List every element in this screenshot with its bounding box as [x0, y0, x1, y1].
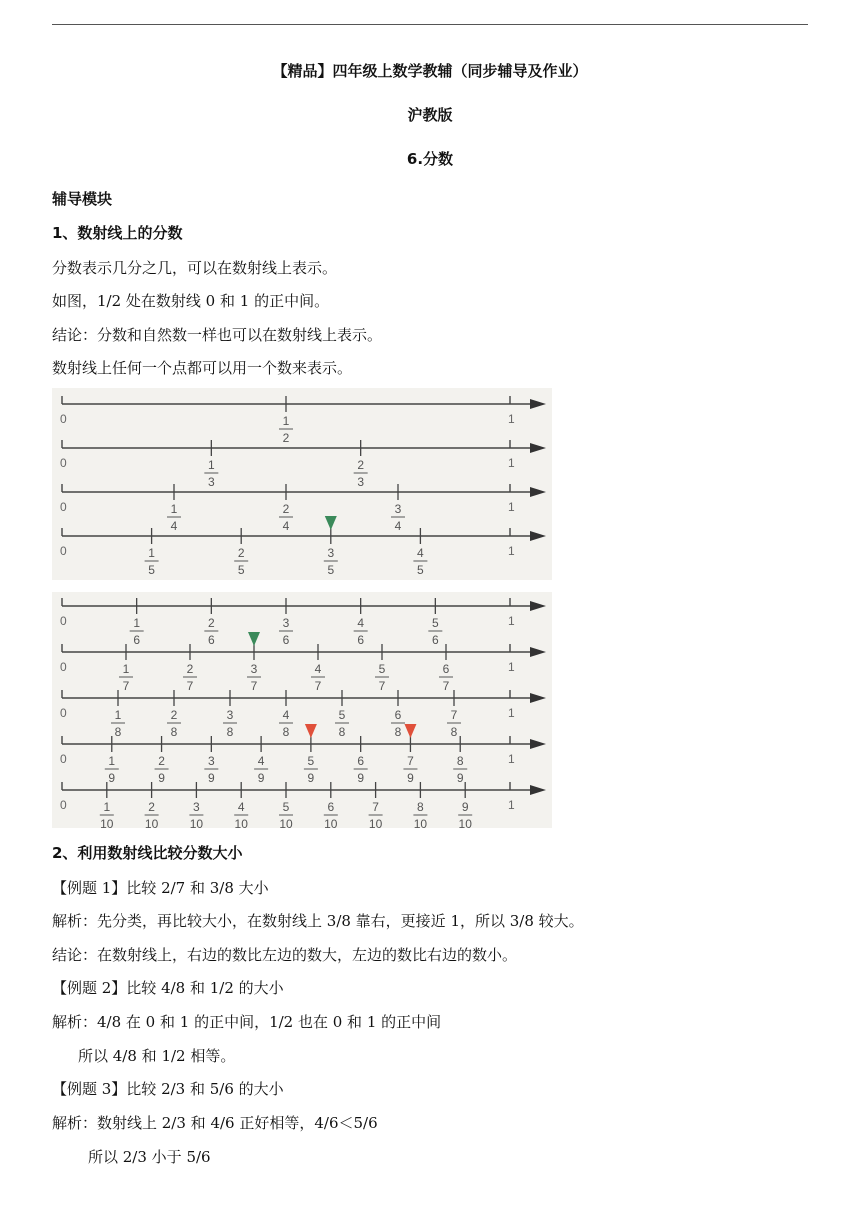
- arrow-head: [530, 487, 546, 497]
- denominator: 10: [413, 817, 428, 828]
- numerator: 1: [207, 458, 215, 472]
- fraction-label-1-8: [111, 708, 125, 739]
- number-line-figure-halves-to-fifths: [52, 388, 552, 580]
- number-line-4: [60, 484, 546, 533]
- zero-label: 0: [60, 660, 67, 674]
- numerator: 5: [431, 616, 439, 630]
- fraction-label-4-6: [354, 616, 368, 647]
- top-rule: [52, 24, 808, 25]
- denominator: 7: [378, 679, 386, 693]
- number-line-figure-sixths-to-tenths: [52, 592, 552, 828]
- fraction-label-1-9: [105, 754, 119, 785]
- one-label: 1: [508, 660, 515, 674]
- arrow-head: [530, 739, 546, 749]
- arrow-head: [530, 693, 546, 703]
- numerator: 2: [186, 662, 194, 676]
- denominator: 6: [133, 633, 141, 647]
- denominator: 7: [122, 679, 130, 693]
- numerator: 5: [378, 662, 386, 676]
- fraction-label-3-7: [247, 662, 261, 693]
- zero-label: 0: [60, 412, 67, 426]
- denominator: 7: [250, 679, 258, 693]
- numerator: 4: [357, 616, 365, 630]
- numerator: 1: [282, 414, 290, 428]
- denominator: 10: [368, 817, 383, 828]
- arrow-head: [530, 647, 546, 657]
- fraction-label-9-10: [458, 800, 472, 828]
- denominator: 6: [431, 633, 439, 647]
- example-1-title: 【例题 1】比较 2/7 和 3/8 大小: [52, 879, 269, 897]
- fraction-label-5-7: [375, 662, 389, 693]
- denominator: 8: [338, 725, 346, 739]
- numerator: 2: [282, 502, 290, 516]
- fraction-label-8-9: [453, 754, 467, 785]
- fraction-label-7-8: [447, 708, 461, 739]
- denominator: 8: [282, 725, 290, 739]
- fraction-label-1-5: [145, 546, 159, 577]
- denominator: 4: [282, 519, 290, 533]
- denominator: 3: [357, 475, 365, 489]
- denominator: 4: [170, 519, 178, 533]
- numerator: 4: [282, 708, 290, 722]
- fraction-label-1-3: [204, 458, 218, 489]
- numerator: 3: [226, 708, 234, 722]
- denominator: 6: [282, 633, 290, 647]
- numerator: 5: [338, 708, 346, 722]
- numerator: 1: [133, 616, 141, 630]
- numerator: 6: [357, 754, 365, 768]
- numerator: 7: [450, 708, 458, 722]
- paragraph-1: 分数表示几分之几，可以在数射线上表示。: [52, 259, 338, 277]
- fraction-label-4-8: [279, 708, 293, 739]
- zero-label: 0: [60, 544, 67, 558]
- denominator: 8: [226, 725, 234, 739]
- fraction-label-8-10: [413, 800, 427, 828]
- denominator: 8: [450, 725, 458, 739]
- fraction-label-5-9: [304, 754, 318, 785]
- example-1-conclusion: 结论：在数射线上，右边的数比左边的数大，左边的数比右边的数小。: [52, 946, 518, 964]
- number-line-9: [60, 724, 546, 785]
- fraction-label-6-7: [439, 662, 453, 693]
- fraction-label-6-10: [324, 800, 338, 828]
- fraction-label-4-7: [311, 662, 325, 693]
- marker-triangle-3-7: [248, 632, 260, 646]
- numerator: 6: [442, 662, 450, 676]
- fraction-label-5-6: [428, 616, 442, 647]
- numerator: 9: [461, 800, 469, 814]
- denominator: 7: [314, 679, 322, 693]
- fraction-label-3-4: [391, 502, 405, 533]
- number-line-5: [60, 516, 546, 577]
- denominator: 8: [394, 725, 402, 739]
- numerator: 1: [148, 546, 155, 560]
- numerator: 3: [327, 546, 335, 560]
- fraction-label-2-4: [279, 502, 293, 533]
- denominator: 9: [257, 771, 265, 785]
- zero-label: 0: [60, 456, 67, 470]
- fraction-label-2-10: [145, 800, 159, 828]
- fraction-label-1-2: [279, 414, 293, 445]
- numerator: 4: [417, 546, 424, 560]
- zero-label: 0: [60, 752, 67, 766]
- denominator: 9: [407, 771, 414, 785]
- one-label: 1: [508, 614, 515, 628]
- denominator: 5: [237, 563, 245, 577]
- module-heading: 辅导模块: [52, 190, 113, 208]
- marker-triangle-7-9: [404, 724, 416, 738]
- arrow-head: [530, 443, 546, 453]
- one-label: 1: [508, 798, 515, 812]
- arrow-head: [530, 785, 546, 795]
- denominator: 9: [158, 771, 165, 785]
- one-label: 1: [508, 456, 515, 470]
- denominator: 10: [279, 817, 293, 828]
- arrow-head: [530, 399, 546, 409]
- number-line-3: [60, 440, 546, 489]
- arrow-head: [530, 601, 546, 611]
- denominator: 9: [357, 771, 365, 785]
- fraction-label-4-9: [254, 754, 268, 785]
- denominator: 6: [357, 633, 365, 647]
- denominator: 10: [324, 817, 338, 828]
- denominator: 9: [207, 771, 215, 785]
- denominator: 10: [100, 817, 114, 828]
- zero-label: 0: [60, 500, 67, 514]
- numerator: 2: [170, 708, 178, 722]
- marker-triangle-3-5: [325, 516, 337, 530]
- denominator: 10: [458, 817, 472, 828]
- chapter-title: 6.分数: [406, 150, 454, 168]
- fraction-label-4-10: [234, 800, 248, 828]
- numerator: 2: [148, 800, 155, 814]
- numerator: 7: [372, 800, 379, 814]
- fraction-label-1-7: [119, 662, 133, 693]
- denominator: 8: [114, 725, 122, 739]
- paragraph-3: 结论：分数和自然数一样也可以在数射线上表示。: [52, 326, 383, 344]
- fraction-label-2-8: [167, 708, 181, 739]
- numerator: 3: [282, 616, 290, 630]
- denominator: 7: [442, 679, 450, 693]
- fraction-label-1-4: [167, 502, 181, 533]
- denominator: 2: [282, 431, 290, 445]
- fraction-label-3-9: [204, 754, 218, 785]
- fraction-label-1-10: [100, 800, 114, 828]
- fraction-label-6-8: [391, 708, 405, 739]
- numerator: 3: [207, 754, 215, 768]
- fraction-label-3-6: [279, 616, 293, 647]
- fraction-label-2-3: [354, 458, 368, 489]
- numerator: 6: [327, 800, 335, 814]
- example-1-analysis: 解析：先分类，再比较大小，在数射线上 3/8 靠右，更接近 1，所以 3/8 较大。: [52, 912, 584, 930]
- example-2-analysis: 解析：4/8 在 0 和 1 的正中间，1/2 也在 0 和 1 的正中间: [52, 1013, 442, 1031]
- one-label: 1: [508, 544, 515, 558]
- example-3-analysis: 解析：数射线上 2/3 和 4/6 正好相等，4/6＜5/6: [52, 1114, 378, 1132]
- section-heading-1: 1、数射线上的分数: [52, 224, 183, 242]
- numerator: 3: [193, 800, 200, 814]
- numerator: 5: [282, 800, 290, 814]
- one-label: 1: [508, 500, 515, 514]
- numerator: 4: [314, 662, 322, 676]
- fraction-label-2-7: [183, 662, 197, 693]
- fraction-label-2-6: [204, 616, 218, 647]
- number-line-2: [60, 396, 546, 445]
- denominator: 5: [417, 563, 424, 577]
- zero-label: 0: [60, 614, 67, 628]
- denominator: 5: [148, 563, 155, 577]
- fraction-label-3-5: [324, 546, 338, 577]
- numerator: 3: [250, 662, 258, 676]
- denominator: 7: [186, 679, 194, 693]
- number-line-6: [60, 598, 546, 647]
- numerator: 1: [170, 502, 178, 516]
- one-label: 1: [508, 752, 515, 766]
- number-line-8: [60, 690, 546, 739]
- numerator: 5: [307, 754, 315, 768]
- numerator: 1: [103, 800, 111, 814]
- numerator: 4: [257, 754, 265, 768]
- numerator: 3: [394, 502, 402, 516]
- numerator: 7: [407, 754, 414, 768]
- zero-label: 0: [60, 798, 67, 812]
- fraction-label-7-9: [403, 754, 417, 785]
- numerator: 2: [357, 458, 365, 472]
- denominator: 6: [207, 633, 215, 647]
- fraction-label-3-8: [223, 708, 237, 739]
- numerator: 1: [114, 708, 122, 722]
- one-label: 1: [508, 706, 515, 720]
- numerator: 6: [394, 708, 402, 722]
- edition-label: 沪教版: [407, 106, 453, 124]
- example-2-conclusion: 所以 4/8 和 1/2 相等。: [78, 1047, 236, 1065]
- example-3-conclusion: 所以 2/3 小于 5/6: [88, 1148, 211, 1166]
- fraction-label-5-10: [279, 800, 293, 828]
- numerator: 4: [237, 800, 245, 814]
- denominator: 10: [234, 817, 248, 828]
- denominator: 9: [456, 771, 464, 785]
- one-label: 1: [508, 412, 515, 426]
- denominator: 5: [327, 563, 335, 577]
- fraction-label-5-8: [335, 708, 349, 739]
- denominator: 10: [189, 817, 204, 828]
- numerator: 8: [456, 754, 464, 768]
- denominator: 9: [307, 771, 315, 785]
- paragraph-2: 如图，1/2 处在数射线 0 和 1 的正中间。: [52, 292, 330, 310]
- denominator: 4: [394, 519, 402, 533]
- denominator: 3: [207, 475, 215, 489]
- fraction-label-6-9: [354, 754, 368, 785]
- page-title: 【精品】四年级上数学教辅（同步辅导及作业）: [272, 62, 588, 80]
- fraction-label-4-5: [413, 546, 427, 577]
- number-line-10: [60, 782, 546, 828]
- fraction-label-2-9: [155, 754, 169, 785]
- paragraph-4: 数射线上任何一个点都可以用一个数来表示。: [52, 359, 353, 377]
- arrow-head: [530, 531, 546, 541]
- zero-label: 0: [60, 706, 67, 720]
- example-2-title: 【例题 2】比较 4/8 和 1/2 的大小: [52, 979, 284, 997]
- numerator: 2: [158, 754, 165, 768]
- fraction-label-3-10: [189, 800, 203, 828]
- denominator: 10: [144, 817, 159, 828]
- numerator: 8: [417, 800, 424, 814]
- marker-triangle-5-9: [305, 724, 317, 738]
- denominator: 9: [108, 771, 116, 785]
- numerator: 1: [122, 662, 130, 676]
- fraction-label-1-6: [130, 616, 144, 647]
- section-heading-2: 2、利用数射线比较分数大小: [52, 844, 243, 862]
- numerator: 2: [207, 616, 215, 630]
- fraction-label-7-10: [369, 800, 383, 828]
- fraction-label-2-5: [234, 546, 248, 577]
- denominator: 8: [170, 725, 178, 739]
- numerator: 1: [108, 754, 116, 768]
- numerator: 2: [237, 546, 245, 560]
- example-3-title: 【例题 3】比较 2/3 和 5/6 的大小: [52, 1080, 284, 1098]
